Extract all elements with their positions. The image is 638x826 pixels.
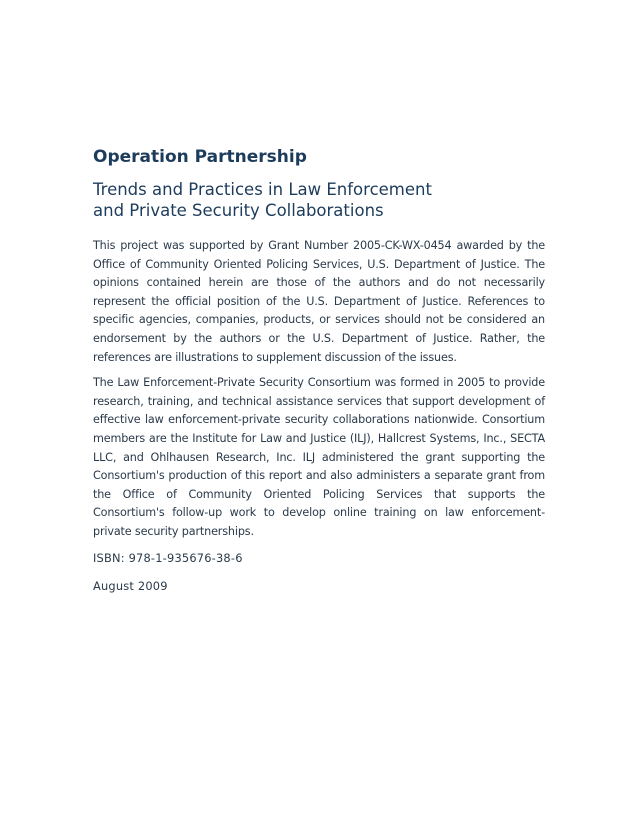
consortium-paragraph: The Law Enforcement-Private Security Consortium was formed in 2005 to provide research, training, and technical assistance services that support development of effective law enforcement-private security collaborations nationwide. Consortium members are the Institute for Law and Justice (ILJ), Hallcrest Systems, Inc., SECTA LLC, and Ohlhausen Research, Inc. ILJ administered the grant supporting the Consortium's production of this report and also administers a separate grant from the Office of Community Oriented Policing Services that supports the Consortium's follow-up work to develop online training on law enforcement-private security partnerships. (93, 376, 545, 538)
isbn-line: ISBN: 978-1-935676-38-6 (93, 550, 243, 565)
document-content (93, 146, 545, 605)
subtitle-line-1: Trends and Practices in Law Enforcement (93, 180, 432, 199)
grant-disclaimer-paragraph: This project was supported by Grant Number 2005-CK-WX-0454 awarded by the Office of Community Oriented Policing Services, U.S. Department of Justice. The opinions contained herein are those of the authors and do not necessarily represent the official position of the U.S. Department of Justice. References to specific agencies, companies, products, or services should not be considered an endorsement by the authors or the U.S. Department of Justice. Rather, the references are illustrations to supplement discussion of the issues. (93, 239, 545, 364)
document-subtitle (93, 179, 545, 221)
subtitle-line-2: and Private Security Collaborations (93, 201, 384, 220)
document-title: Operation Partnership (93, 147, 307, 167)
publication-date: August 2009 (93, 578, 168, 593)
